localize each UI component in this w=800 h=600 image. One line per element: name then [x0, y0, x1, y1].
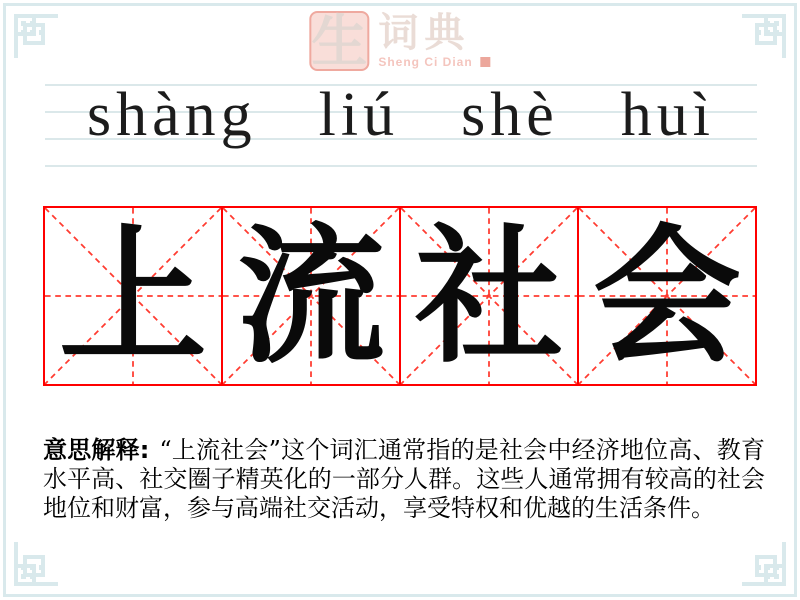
logo-stamp-icon — [309, 9, 369, 75]
hanzi-character: 会 — [593, 209, 741, 383]
definition-text: “上流社会”这个词汇通常指的是社会中经济地位高、教育水平高、社交圈子精英化的一部分人群。这些人通常拥有较高的社会地位和财富，参与高端社交活动，享受特权和优越的生活条件。 — [43, 436, 765, 522]
corner-ornament-top-left — [8, 8, 62, 62]
logo-text-block — [378, 11, 490, 69]
corner-ornament-top-right — [738, 8, 792, 62]
logo-subtitle-row — [378, 55, 490, 69]
hanzi-character: 社 — [415, 209, 563, 383]
corner-ornament-bottom-left — [8, 538, 62, 592]
logo — [309, 9, 490, 75]
character-grid-cell — [221, 206, 401, 386]
hanzi-character: 上 — [59, 209, 207, 383]
logo-title: 词典 — [378, 9, 471, 56]
character-grid-cell — [399, 206, 579, 386]
corner-ornament-bottom-right — [738, 538, 792, 592]
pinyin-row — [45, 81, 757, 149]
hanzi-character: 流 — [237, 209, 385, 383]
pinyin-syllable: huì — [620, 81, 715, 149]
pinyin-syllable: liú — [318, 81, 400, 149]
definition-paragraph — [43, 436, 765, 523]
pinyin-syllable: shè — [461, 81, 559, 149]
pinyin-rule-line-4 — [45, 165, 757, 167]
character-grid-cell — [43, 206, 223, 386]
logo-subtitle: Sheng Ci Dian — [378, 55, 473, 69]
pinyin-syllable: shàng — [87, 81, 257, 149]
definition-label: 意思解释: — [43, 436, 150, 464]
logo-stamp-character: 生 — [311, 9, 368, 75]
character-grid-row — [43, 206, 757, 386]
character-grid-cell — [577, 206, 757, 386]
logo-red-square-icon — [481, 57, 491, 67]
